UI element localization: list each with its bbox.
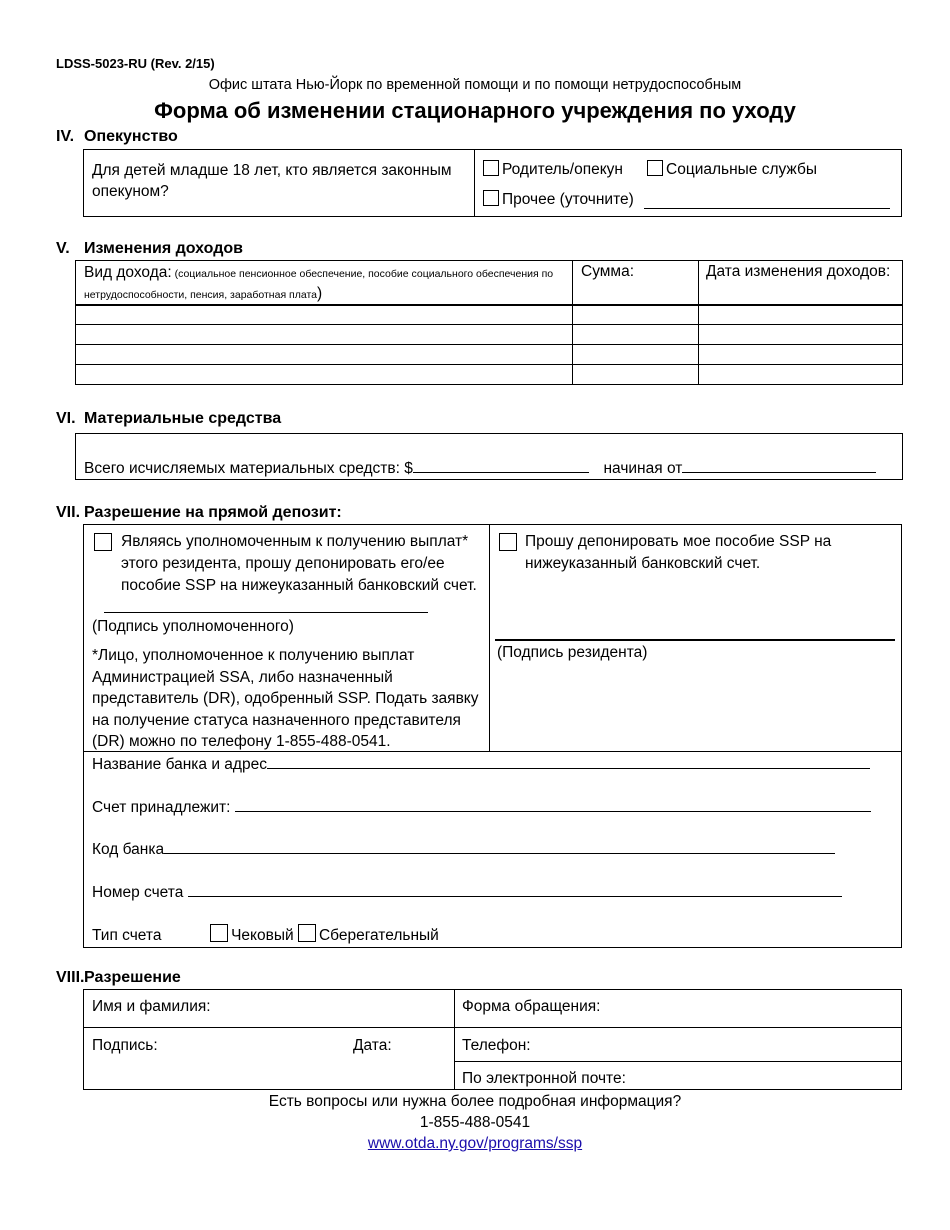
account-owner-label: Счет принадлежит: bbox=[92, 799, 235, 816]
phone-label: Телефон: bbox=[462, 1037, 531, 1054]
bank-code-field[interactable] bbox=[164, 839, 835, 854]
parent-label: Родитель/опекун bbox=[502, 161, 623, 178]
payee-note: *Лицо, уполномоченное к получению выплат Администрацией SSA, либо назначенный представитель (DR), одобренный SSP. Подать заявку на получение статуса назначенного представителя (DR) можно по телефону 1-855-488-0541. bbox=[92, 647, 479, 750]
parent-checkbox[interactable] bbox=[483, 160, 499, 176]
form-code: LDSS-5023-RU (Rev. 2/15) bbox=[56, 56, 215, 71]
col-income-type bbox=[84, 263, 564, 305]
section-8-heading bbox=[56, 969, 181, 987]
section-4-heading bbox=[56, 128, 178, 146]
savings-label: Сберегательный bbox=[318, 927, 439, 944]
other-checkbox[interactable] bbox=[483, 190, 499, 206]
resident-checkbox[interactable] bbox=[499, 533, 517, 551]
footer-phone: 1-855-488-0541 bbox=[419, 1114, 531, 1131]
account-type-label: Тип счета bbox=[92, 927, 162, 944]
other-specify-line[interactable] bbox=[644, 208, 890, 209]
income-type-hint: (социальное пенсионное обеспечение, пособие социального обеспечения по bbox=[171, 268, 554, 280]
account-type-row bbox=[92, 924, 439, 945]
resident-text: Прошу депонировать мое пособие SSP на нижеуказанный банковский счет. bbox=[525, 533, 832, 572]
page-title: Форма об изменении стационарного учреждения по уходу bbox=[154, 98, 796, 123]
payee-signature-label: (Подпись уполномоченного) bbox=[92, 618, 294, 635]
section-5-heading bbox=[56, 240, 243, 258]
section-5-number: V. bbox=[56, 240, 70, 257]
income-type-paren: ) bbox=[317, 285, 323, 302]
section-6-number: VI. bbox=[56, 410, 76, 427]
income-row-3-type[interactable] bbox=[76, 345, 572, 364]
authorization-box bbox=[83, 989, 902, 1090]
section-5-title: Изменения доходов bbox=[84, 240, 243, 257]
income-table bbox=[75, 260, 903, 385]
account-number-label: Номер счета bbox=[92, 884, 188, 901]
resources-box bbox=[75, 433, 903, 480]
account-owner-row bbox=[92, 797, 871, 817]
income-row-1-type[interactable] bbox=[76, 305, 572, 324]
resident-signature-line[interactable] bbox=[495, 639, 895, 641]
email-label: По электронной почте: bbox=[462, 1070, 626, 1087]
income-type-hint-cont: нетрудоспособности, пенсия, заработная плата bbox=[84, 289, 317, 301]
income-type-label: Вид дохода: bbox=[84, 264, 172, 281]
payee-signature-line[interactable] bbox=[104, 612, 428, 613]
bank-name-row bbox=[92, 754, 870, 774]
section-7-title: Разрешение на прямой депозит: bbox=[84, 504, 342, 521]
date-label: Дата: bbox=[353, 1037, 392, 1054]
option-other[interactable] bbox=[483, 190, 634, 209]
section-4-number: IV. bbox=[56, 128, 75, 145]
name-label: Имя и фамилия: bbox=[92, 998, 211, 1015]
social-label: Социальные службы bbox=[666, 161, 817, 178]
section-7-heading bbox=[56, 504, 342, 522]
direct-deposit-box bbox=[83, 524, 902, 948]
agency-name: Офис штата Нью-Йорк по временной помощи и по помощи нетрудоспособным bbox=[208, 77, 742, 93]
guardianship-box bbox=[83, 149, 902, 217]
account-owner-field[interactable] bbox=[235, 797, 871, 812]
footer-website-link[interactable]: www.otda.ny.gov/programs/ssp bbox=[367, 1135, 583, 1152]
total-resources-label: Всего исчисляемых материальных средств: $ bbox=[84, 460, 413, 477]
signature-label: Подпись: bbox=[92, 1037, 158, 1054]
section-4-title: Опекунство bbox=[84, 128, 178, 145]
section-6-heading bbox=[56, 410, 281, 428]
footer-question: Есть вопросы или нужна более подробная информация? bbox=[268, 1093, 682, 1110]
resident-signature-label: (Подпись резидента) bbox=[497, 644, 648, 661]
col-date-change: Дата изменения доходов: bbox=[706, 263, 891, 280]
checking-label: Чековый bbox=[231, 927, 294, 944]
social-checkbox[interactable] bbox=[647, 160, 663, 176]
option-social[interactable] bbox=[647, 160, 817, 179]
savings-checkbox[interactable] bbox=[298, 924, 316, 942]
since-field[interactable] bbox=[682, 458, 876, 473]
resources-line bbox=[84, 458, 876, 478]
bank-name-label: Название банка и адрес bbox=[92, 756, 267, 773]
bank-code-label: Код банка bbox=[92, 841, 165, 858]
footer-link-wrap bbox=[0, 1135, 950, 1153]
col-amount: Сумма: bbox=[581, 263, 635, 280]
income-row-4-type[interactable] bbox=[76, 365, 572, 384]
guardianship-question: Для детей младше 18 лет, кто является законным опекуном? bbox=[92, 162, 452, 200]
section-8-title: Разрешение bbox=[84, 969, 181, 986]
checking-checkbox[interactable] bbox=[210, 924, 228, 942]
section-8-number: VIII. bbox=[56, 969, 85, 986]
total-resources-field[interactable] bbox=[413, 458, 589, 473]
option-parent[interactable] bbox=[483, 160, 623, 179]
section-6-title: Материальные средства bbox=[84, 410, 282, 427]
income-row-2-type[interactable] bbox=[76, 325, 572, 344]
payee-checkbox[interactable] bbox=[94, 533, 112, 551]
other-label: Прочее (уточните) bbox=[502, 191, 634, 208]
payee-text: Являясь уполномоченным к получению выплат* этого резидента, прошу депонировать его/ее пособие SSP на нижеуказанный банковский счет. bbox=[121, 533, 477, 594]
since-label: начиная от bbox=[603, 460, 683, 477]
bank-name-field[interactable] bbox=[267, 754, 870, 769]
account-number-field[interactable] bbox=[188, 882, 842, 897]
section-7-number: VII. bbox=[56, 504, 81, 521]
salutation-label: Форма обращения: bbox=[462, 998, 601, 1015]
bank-code-row bbox=[92, 839, 835, 859]
account-number-row bbox=[92, 882, 842, 902]
